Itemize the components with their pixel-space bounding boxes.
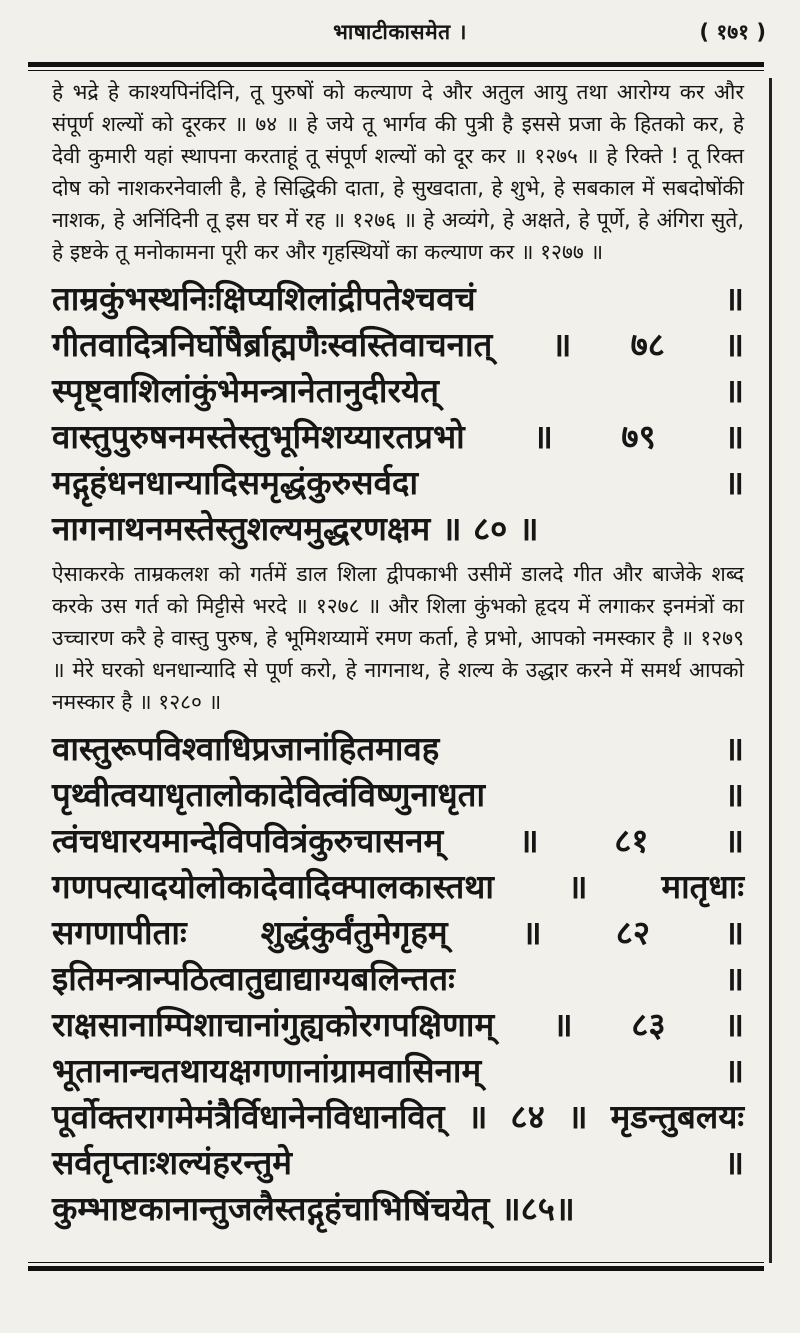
page-number: ( १७१ ): [699, 20, 766, 44]
commentary-paragraph-2: ऐसाकरके ताम्रकलश को गर्तमें डाल शिला द्वीपकाभी उसीमें डालदे गीत और बाजेके शब्द करके उस गर्त को मिट्टीसे भरदे ॥ १२७८ ॥ और शिला कुंभको हृदय में लगाकर इनमंत्रों का उच्चारण करै हे वास्तु पुरुष, हे भूमिशय्यामें रमण कर्ता, हे प्रभो, आपको नमस्कार है ॥ १२७९ ॥ मेरे घरको धनधान्यादि से पूर्ण करो, हे नागनाथ, हे शल्य के उद्धार करने में समर्थ आपको नमस्कार है ॥ १२८० ॥: [52, 562, 744, 714]
commentary-paragraph-1: हे भद्रे हे काश्यपिनंदिनि, तू पुरुषों को कल्याण दे और अतुल आयु तथा आरोग्य कर और संपूर्ण शल्यों को दूरकर ॥ ७४ ॥ हे जये तू भार्गव की पुत्री है इससे प्रजा के हितको कर, हे देवी कुमारी यहां स्थापना करताहूं तू संपूर्ण शल्यों को दूर कर ॥ १२७५ ॥ हे रिक्ते ! तू रिक्त दोष को नाशकरनेवाली है, हे सिद्धिकी दाता, हे सुखदाता, हे शुभे, हे सबकाल में सबदोषोंकी नाशक, हे अनिंदिनी तू इस घर में रह ॥ १२७६ ॥ हे अव्यंगे, हे अक्षते, हे पूर्णे, हे अंगिरा सुते, हे इष्टके तू मनोकामना पूरी कर और गृहस्थियों का कल्याण कर ॥ १२७७ ॥: [52, 80, 744, 264]
right-margin-rule: [769, 78, 772, 1263]
sanskrit-verse-block-1: ताम्रकुंभस्थनिःक्षिप्यशिलांद्रीपतेश्चवचं ॥ गीतवादित्रनिर्घोषैर्ब्राह्मणैःस्वस्तिवाचनात् ॥ ७८ ॥ स्पृष्ट्वाशिलांकुंभेमन्त्रानेतानुदीरयेत् ॥ वास्तुपुरुषनमस्तेस्तुभूमिशय्यारतप्रभो ॥ ७९ ॥ मद्गृहंधनधान्यादिसमृद्धंकुरुसर्वदा ॥ नागनाथनमस्तेस्तुशल्यमुद्धरणक्षम ॥ ८० ॥: [52, 279, 744, 548]
page-header: [30, 12, 770, 52]
bottom-rule: [28, 1266, 764, 1271]
top-rule: [28, 62, 764, 67]
sanskrit-verse-block-2: वास्तुरूपविश्वाधिप्रजानांहितमावह ॥ पृथ्वीत्वयाधृतालोकादेवित्वंविष्णुनाधृता ॥ त्वंचधारयमान्देविपवित्रंकुरुचासनम् ॥ ८१ ॥ गणपत्यादयोलोकादेवादिक्पालकास्तथा ॥ मातृधाः सगणापीताः शुद्धंकुर्वंतुमेगृहम् ॥ ८२ ॥ इतिमन्त्रान्पठित्वातुद्याद्याग्यबलिन्ततः ॥ राक्षसानाम्पिशाचानांगुह्यकोरगपक्षिणाम् ॥ ८३ ॥ भूतानान्चतथायक्षगणानांग्रामवासिनाम् ॥ पूर्वोक्तरागमेमंत्रैर्विधानेनविधानवित् ॥ ८४ ॥ मृडन्तुबलयः सर्वतृप्ताःशल्यंहरन्तुमे ॥ कुम्भाष्टकानान्तुजलैस्तद्गृहंचाभिषिंचयेत् ॥८५॥: [52, 729, 744, 1228]
page-body: [52, 76, 744, 1253]
top-rule-thin: [28, 70, 764, 71]
running-title: भाषाटीकासमेत ।: [333, 20, 467, 44]
bottom-rule-thin: [28, 1262, 764, 1263]
